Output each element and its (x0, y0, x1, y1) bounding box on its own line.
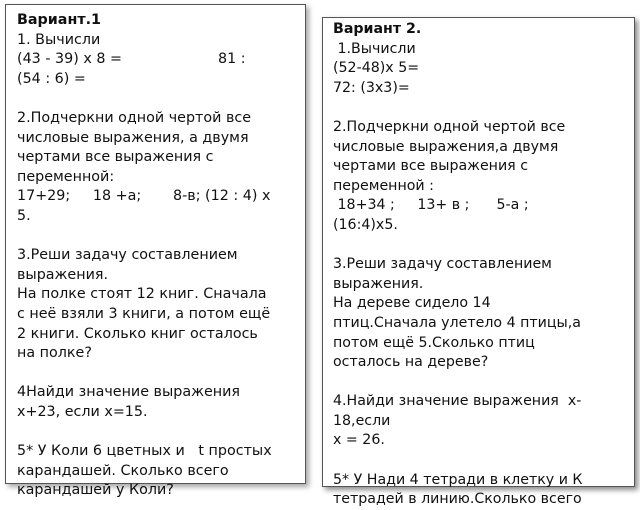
task-3-line: 3.Реши задачу составлением (333, 256, 552, 273)
task-3-line: потом ещё 5.Сколько птиц (333, 334, 535, 351)
task-1-line: 72: (3х3)= (333, 79, 410, 96)
task-2-line: 18+34 ; 13+ в ; 5-а ; (333, 197, 529, 214)
task-1-line: 1.Вычисли (333, 40, 416, 57)
task-4-line: х = 26. (333, 432, 385, 449)
task-1-expression-a: (43 - 39) х 8 = (17, 51, 122, 68)
task-3-line: На дереве сидело 14 (333, 295, 491, 312)
task-1-line-1 (17, 50, 297, 70)
variant-2-card (322, 17, 635, 508)
task-5-line: карандашей у Коли? (17, 482, 174, 499)
task-3-line: На полке стоят 12 книг. Сначала (17, 286, 267, 303)
task-2-line: числовые выражения,а двумя (333, 138, 559, 155)
task-2-line: 5. (17, 207, 31, 224)
task-1-line: (52-48)х 5= (333, 60, 420, 77)
task-2-line: чертами все выражения с (17, 149, 214, 166)
task-3-line: на полке? (17, 345, 92, 362)
task-2-line: 2.Подчеркни одной чертой все (333, 118, 566, 135)
task-2-line: чертами все выражения с (333, 158, 529, 175)
task-3-line: 2 книги. Сколько книг осталось (17, 325, 258, 342)
task-5-line: 5* У Нади 4 тетради в клетку и К (333, 471, 583, 488)
task-3-line: птиц.Сначала улетело 4 птицы,а (333, 314, 581, 331)
task-1-header: 1. Вычисли (17, 31, 101, 48)
task-3-line: с неё взяли 3 книги, а потом ещё (17, 305, 271, 322)
task-5-line: карандашей. Сколько всего (17, 462, 229, 479)
task-2-line: переменной : (333, 177, 434, 194)
variant-1-title: Вариант.1 (17, 12, 101, 28)
variant-2-title: Вариант 2. (333, 21, 422, 37)
task-4-line: 18,если (333, 412, 391, 429)
task-1-expression-b: 81 : (217, 51, 246, 68)
task-2-line: числовые выражения, а двумя (17, 129, 249, 146)
task-4-line: х+23, если х=15. (17, 403, 148, 420)
task-2-line: 2.Подчеркни одной чертой все (17, 109, 252, 126)
task-4-line: 4Найди значение выражения (17, 384, 241, 401)
task-2-line: переменной: (17, 168, 115, 185)
task-2-line: (16:4)х5. (333, 216, 398, 233)
task-5-line: тетрадей в линию.Сколько всего (333, 491, 582, 508)
task-1-line-2: (54 : 6) = (17, 70, 86, 87)
task-3-line: выражения. (17, 266, 109, 283)
task-5-line: 5* У Коли 6 цветных и t простых (17, 443, 272, 460)
task-3-line: выражения. (333, 275, 424, 292)
variant-1-card (5, 4, 306, 499)
task-3-line: 3.Реши задачу составлением (17, 247, 238, 264)
task-4-line: 4.Найди значение выражения х- (333, 393, 582, 410)
task-2-line: 17+29; 18 +а; 8-в; (12 : 4) х (17, 188, 271, 205)
task-3-line: осталось на дереве? (333, 354, 489, 371)
